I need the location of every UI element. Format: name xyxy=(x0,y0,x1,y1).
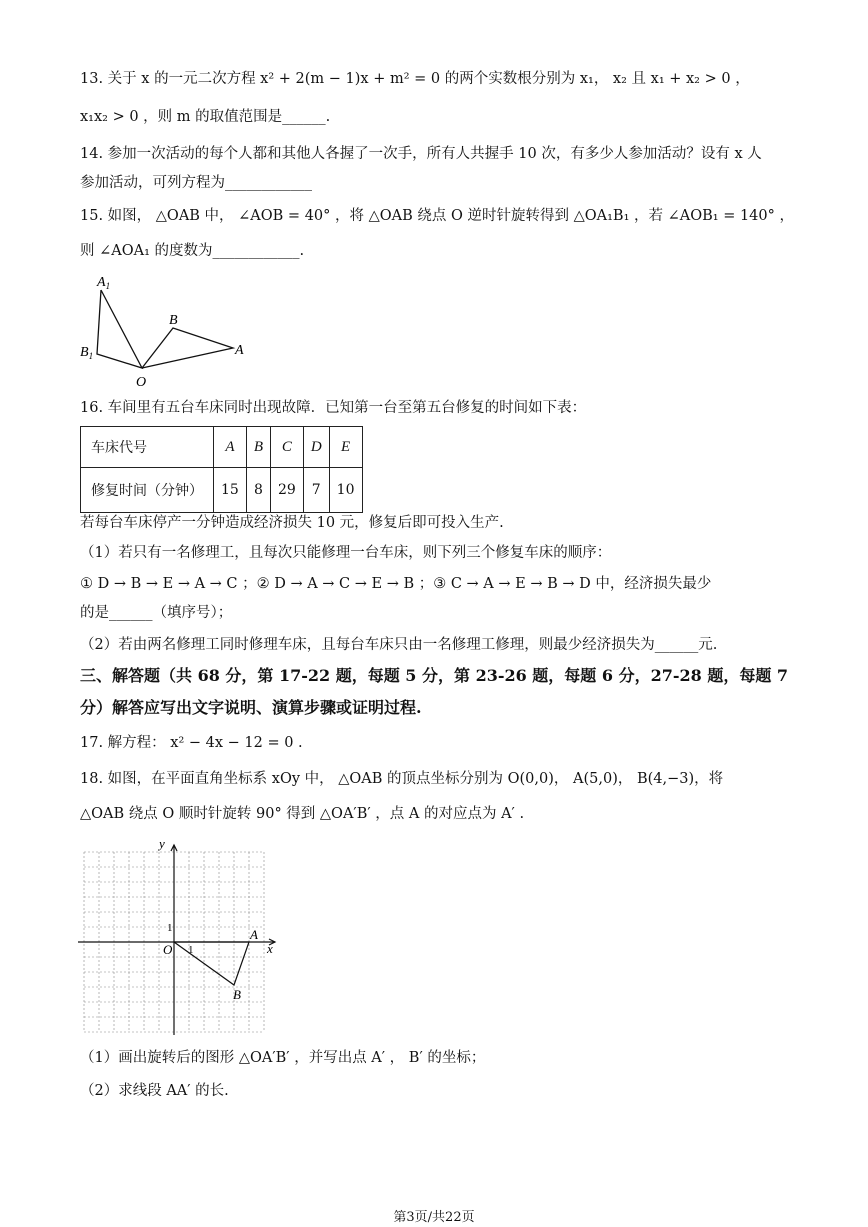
tick-one-y: 1 xyxy=(167,922,173,934)
q18-p2: （2）求线段 AA′ 的长. xyxy=(80,1083,229,1099)
table-cell: 车床代号 xyxy=(81,427,214,468)
q16-intro: 16. 车间里有五台车床同时出现故障．已知第一台至第五台修复的时间如下表： xyxy=(80,400,587,416)
q16-p1-line2: ① D → B → E → A → C ；② D → A → C → E → B ；③ C → A → E → B → D 中，经济损失最少 xyxy=(80,576,712,592)
table-cell: A xyxy=(214,427,247,468)
label-b: B xyxy=(169,313,178,328)
q13-line2: x₁x₂ > 0 ，则 m 的取值范围是______. xyxy=(80,109,331,125)
q15-line1: 15. 如图， △OAB 中， ∠AOB = 40° ，将 △OAB 绕点 O 逆时针旋转得到 △OA₁B₁ ，若 ∠AOB₁ = 140° ， xyxy=(80,208,794,224)
point-b-label: B xyxy=(233,987,241,1002)
x-axis-label: x xyxy=(267,941,273,956)
table-cell: 修复时间（分钟） xyxy=(81,468,214,513)
page-footer: 第3页/共22页 xyxy=(393,1210,475,1225)
q15-figure xyxy=(78,272,258,392)
q18-line2: △OAB 绕点 O 顺时针旋转 90° 得到 △OA′B′ ，点 A 的对应点为 A′ . xyxy=(80,806,525,822)
coordinate-grid-figure xyxy=(70,835,285,1040)
origin-label: O xyxy=(163,942,173,957)
triangle-oab xyxy=(142,328,233,368)
q16-p1-line3: 的是______（填序号）； xyxy=(80,605,233,621)
label-a1: $A_1$ xyxy=(97,275,111,291)
q15-line2: 则 ∠AOA₁ 的度数为____________. xyxy=(80,243,305,259)
table-cell: E xyxy=(329,427,362,468)
table-row xyxy=(81,427,363,468)
section3-line2: 分）解答应写出文字说明、演算步骤或证明过程. xyxy=(80,698,422,717)
q18-p1: （1）画出旋转后的图形 △OA′B′ ，并写出点 A′ ， B′ 的坐标； xyxy=(80,1050,486,1066)
table-cell: 8 xyxy=(246,468,270,513)
q13-line1: 13. 关于 x 的一元二次方程 x² + 2(m − 1)x + m² = 0 的两个实数根分别为 x₁， x₂ 且 x₁ + x₂ > 0 ， xyxy=(80,71,750,87)
table-cell: D xyxy=(303,427,329,468)
q16-after-table: 若每台车床停产一分钟造成经济损失 10 元，修复后即可投入生产. xyxy=(80,515,504,531)
q16-p1-line1: （1）若只有一名修理工，且每次只能修理一台车床，则下列三个修复车床的顺序： xyxy=(80,545,612,561)
y-axis-label: y xyxy=(159,836,165,851)
triangle-oa1b1 xyxy=(97,290,142,368)
q17-text: 17. 解方程： x² − 4x − 12 = 0 . xyxy=(80,735,303,751)
point-a-label: A xyxy=(250,927,258,942)
triangle-oab xyxy=(174,942,249,985)
table-row xyxy=(81,468,363,513)
q14-line1: 14. 参加一次活动的每个人都和其他人各握了一次手，所有人共握手 10 次，有多少人参加活动？设有 x 人 xyxy=(80,146,762,162)
table-cell: 29 xyxy=(271,468,304,513)
label-b1: $B_1$ xyxy=(80,345,94,361)
section3-line1: 三、解答题（共 68 分，第 17-22 题，每题 5 分，第 23-26 题，每题 6 分，27-28 题，每题 7 xyxy=(80,666,789,685)
label-a: A xyxy=(235,343,244,358)
label-o: O xyxy=(136,375,147,390)
q18-line1: 18. 如图，在平面直角坐标系 xOy 中， △OAB 的顶点坐标分别为 O(0,0)， A(5,0)， B(4,−3)，将 xyxy=(80,771,724,787)
tick-one-x: 1 xyxy=(188,944,194,956)
table-cell: B xyxy=(246,427,270,468)
q14-line2: 参加活动，可列方程为____________ xyxy=(80,175,312,191)
table-cell: 10 xyxy=(329,468,362,513)
repair-time-table xyxy=(80,426,363,513)
table-cell: 15 xyxy=(214,468,247,513)
table-cell: 7 xyxy=(303,468,329,513)
q16-p2: （2）若由两名修理工同时修理车床，且每台车床只由一名修理工修理，则最少经济损失为______元. xyxy=(80,637,718,653)
table-cell: C xyxy=(271,427,304,468)
